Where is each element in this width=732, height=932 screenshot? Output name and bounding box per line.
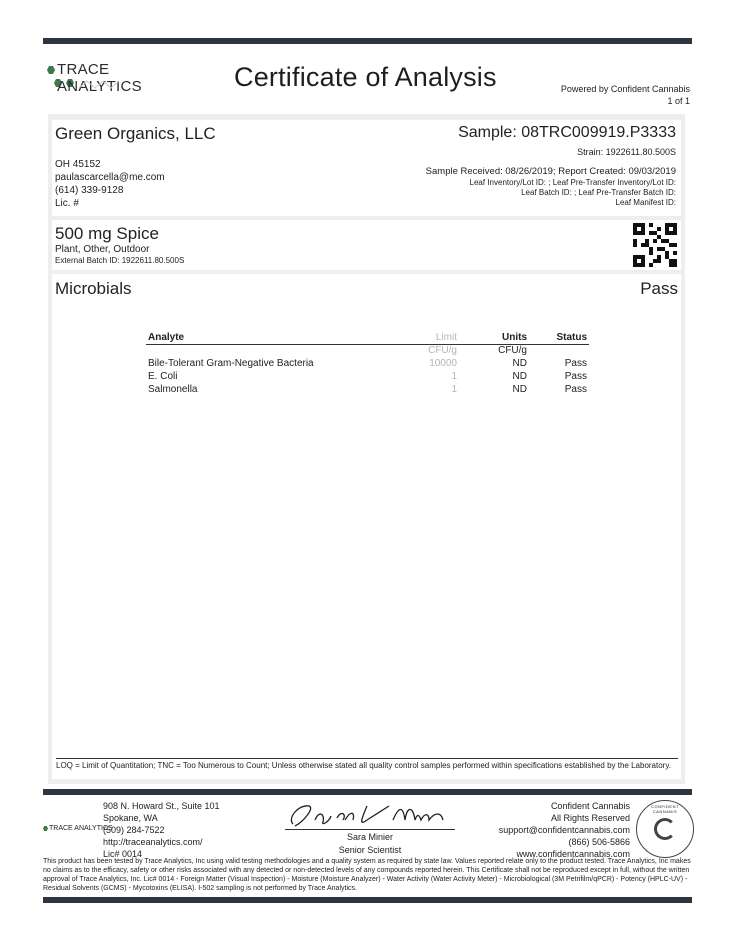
analyte-units: ND (512, 371, 527, 382)
signer-name: Sara Minier (346, 832, 393, 842)
cc-rights: All Rights Reserved (550, 813, 630, 823)
lab-phone: (509) 284-7522 (103, 825, 165, 835)
page-title: Certificate of Analysis (234, 62, 497, 92)
client-license: Lic. # (55, 198, 79, 209)
cc-phone: (866) 506-5866 (568, 837, 630, 847)
client-block (52, 120, 681, 216)
client-phone: (614) 339-9128 (55, 185, 124, 196)
lab-address-line2: Spokane, WA (103, 813, 158, 823)
product-batch: External Batch ID: 1922611.80.500S (55, 256, 185, 265)
analyte-name: Salmonella (148, 384, 198, 395)
notes-divider (56, 758, 678, 759)
client-email: paulascarcella@me.com (55, 172, 165, 183)
signature-line (285, 829, 455, 830)
microbials-table (146, 332, 589, 396)
confident-cannabis-seal-icon (636, 800, 694, 858)
analyte-units: ND (512, 358, 527, 369)
logo-hex-icon (47, 66, 55, 74)
analyte-limit: 1 (451, 371, 457, 382)
header-analyte: Analyte (146, 332, 399, 344)
client-name: Green Organics, LLC (55, 124, 216, 143)
logo-molecule-icon (79, 78, 159, 90)
sample-strain: Strain: 1922611.80.500S (577, 147, 676, 157)
lab-license: Lic# 0014 (103, 849, 143, 859)
cc-name: Confident Cannabis (550, 801, 630, 811)
header-limit: Limit (399, 332, 459, 344)
logo-wordmark: TRACE ANALYTICS (57, 61, 142, 95)
analyte-status: Pass (564, 384, 587, 395)
leaf-batch: Leaf Batch ID: ; Leaf Pre-Transfer Batch ID: (521, 188, 676, 197)
cc-info (499, 800, 630, 860)
bottom-bar (43, 897, 692, 903)
analyte-units: ND (512, 384, 527, 395)
signature (285, 798, 455, 830)
header-status: Status (529, 332, 589, 344)
lab-address-line1: 908 N. Howard St., Suite 101 (103, 801, 220, 811)
unit-units: CFU/g (498, 345, 527, 357)
lab-url[interactable]: http://traceanalytics.com/ (103, 837, 203, 847)
analyte-limit: 1 (451, 384, 457, 395)
sample-details (426, 165, 676, 208)
lab-address (103, 800, 220, 860)
top-bar (43, 38, 692, 44)
product-block (52, 220, 681, 270)
sample-id: Sample: 08TRC009919.P3333 (458, 124, 676, 141)
cc-url[interactable]: www.confidentcannabis.com (516, 849, 630, 859)
trace-analytics-logo (45, 60, 195, 94)
signer-title: Senior Scientist (338, 845, 402, 855)
analyte-limit: 10000 (429, 358, 457, 369)
table-row (146, 344, 589, 357)
header-units: Units (459, 332, 529, 344)
bottom-bar-top (43, 789, 692, 795)
footer-logo-text: TRACE ANALYTICS (49, 825, 113, 832)
client-contact (55, 158, 165, 210)
table-row (146, 383, 589, 396)
analyte-name: E. Coli (148, 371, 178, 382)
unit-limit: CFU/g (428, 345, 457, 357)
section-result: Pass (640, 279, 678, 298)
logo-hex-icon (43, 826, 48, 831)
table-header-row (146, 332, 589, 344)
table-row (146, 370, 589, 383)
section-title: Microbials (55, 279, 132, 298)
powered-by: Powered by Confident Cannabis (560, 84, 690, 94)
qr-code-icon (633, 223, 677, 267)
analyte-status: Pass (564, 358, 587, 369)
seal-text: CONFIDENT CANNABIS (651, 804, 679, 814)
analyte-name: Bile-Tolerant Gram-Negative Bacteria (148, 358, 314, 369)
analyte-status: Pass (564, 371, 587, 382)
cc-email[interactable]: support@confidentcannabis.com (498, 825, 630, 835)
product-name: 500 mg Spice (55, 224, 159, 243)
product-type: Plant, Other, Outdoor (55, 244, 150, 255)
page-number: 1 of 1 (667, 96, 690, 106)
leaf-inventory: Leaf Inventory/Lot ID: ; Leaf Pre-Transfer Inventory/Lot ID: (469, 178, 676, 187)
leaf-manifest: Leaf Manifest ID: (615, 198, 676, 207)
sample-received: Sample Received: 08/26/2019; Report Created: 09/03/2019 (425, 166, 676, 177)
loq-note: LOQ = Limit of Quantitation; TNC = Too Numerous to Count; Unless otherwise stated all quality control samples performed within specifications established by the Laboratory. (56, 761, 671, 770)
disclaimer: This product has been tested by Trace Analytics, Inc using valid testing methodologies and a quality system as required by state law. Values reported relate only to the product tested. Trace Analytics, Inc makes no claims as to the efficacy, safety or other risks associated with any detected or non-detected levels of any compounds reported herein. This Certificate shall not be reproduced except in full, without the written approval of Trace Analytics, Inc. Lic# 0014 - Foreign Matter (Visual Inspection) - Moisture (Moisture Analyzer) - Water Activity (Water Activity Meter) - Microbiological (3M Petrifilm/qPCR) - Potency (HPLC-UV) - Residual Solvents (GCMS) - Mycotoxins (ELISA). I-502 sampling is not performed by Trace Analytics. (43, 858, 691, 892)
table-row (146, 357, 589, 370)
client-address: OH 45152 (55, 159, 101, 170)
